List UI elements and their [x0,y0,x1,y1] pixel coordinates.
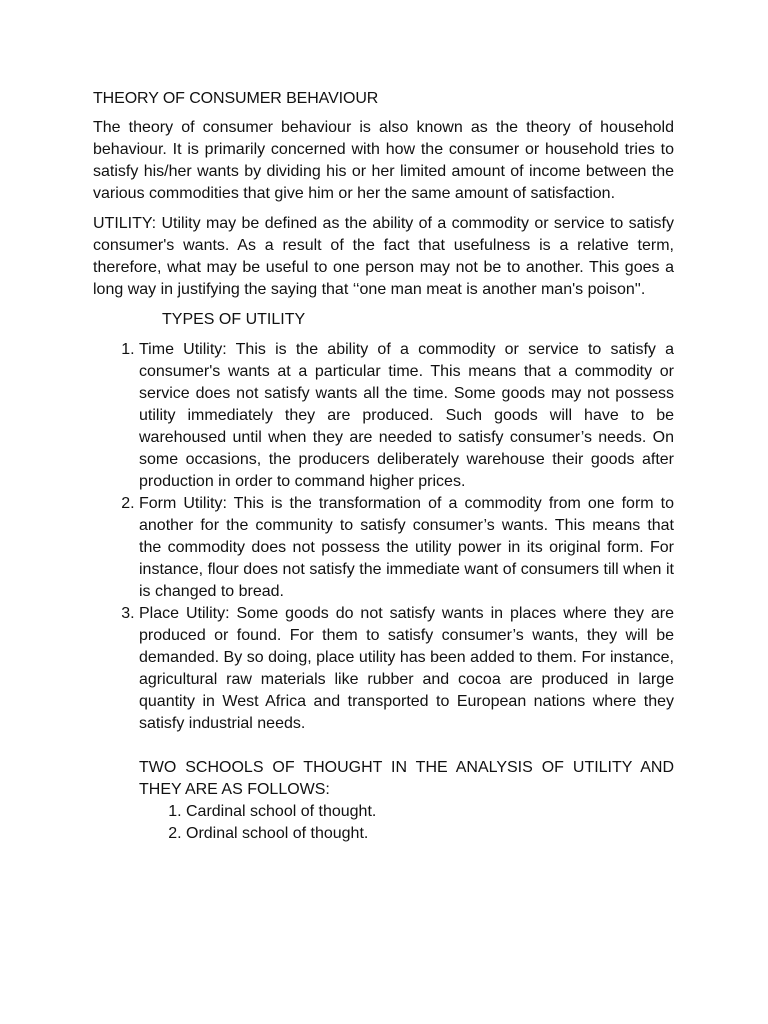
list-item-place-utility: 3. Place Utility: Some goods do not satisfy wants in places where they are produced or found. For them to satisfy consumer’s wants, they will be demanded. By so doing, place utility has been added to them. For instance, agricultural raw materials like rubber and cocoa are produced in large quantity in West Africa and transported to European nations where they satisfy industrial needs. [139,603,674,735]
document-page [93,88,674,845]
document-title: THEORY OF CONSUMER BEHAVIOUR [93,90,379,107]
schools-of-thought-heading: TWO SCHOOLS OF THOUGHT IN THE ANALYSIS OF UTILITY AND THEY ARE AS FOLLOWS: [139,759,674,798]
list-item-cardinal-school: 1. Cardinal school of thought. [186,801,674,823]
intro-paragraph: The theory of consumer behaviour is also known as the theory of household behaviour. It is primarily concerned with how the consumer or household tries to satisfy his/her wants by dividing his or her limited amount of income between the various commodities that give him or her the same amount of satisfaction. [93,119,674,202]
utility-paragraph: UTILITY: Utility may be defined as the ability of a commodity or service to satisfy consumer's wants. As a result of the fact that usefulness is a relative term, therefore, what may be useful to one person may not be to another. This goes a long way in justifying the saying that ‘‘one man meat is another man's poison''. [93,215,674,298]
list-item-time-utility: 1. Time Utility: This is the ability of a commodity or service to satisfy a consumer's wants at a particular time. This means that a commodity or service does not satisfy wants all the time. Some goods may not possess utility immediately they are produced. Such goods will have to be warehoused until when they are needed to satisfy consumer’s needs. On some occasions, the producers deliberately warehouse their goods after production in order to command higher prices. [139,339,674,493]
list-item-form-utility: 2. Form Utility: This is the transformation of a commodity from one form to another for the community to satisfy consumer’s wants. This means that the commodity does not possess the utility power in its original form. For instance, flour does not satisfy the immediate want of consumers till when it is changed to bread. [139,493,674,603]
list-item-ordinal-school: 2. Ordinal school of thought. [186,823,674,845]
schools-of-thought-list [93,801,674,845]
types-of-utility-list [93,339,674,735]
types-of-utility-heading: TYPES OF UTILITY [162,311,306,328]
